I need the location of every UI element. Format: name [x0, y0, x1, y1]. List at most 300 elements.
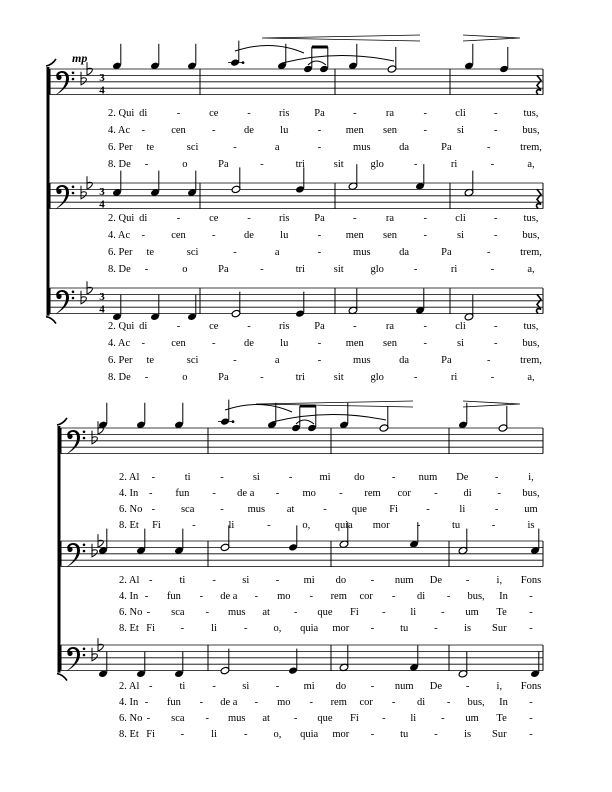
- lyric-hyphen: -: [317, 247, 322, 258]
- lyric-hyphen: -: [494, 108, 498, 119]
- lyric-syllable: cor: [397, 488, 411, 499]
- bass-clef-dot: [83, 654, 86, 657]
- time-signature-numerator: 3: [99, 290, 105, 303]
- lyric-hyphen: -: [353, 213, 357, 224]
- lyric-syllable: Pa: [314, 108, 325, 119]
- bass-clef-dot: [72, 186, 75, 189]
- bracket-hook: [57, 418, 67, 425]
- lyric-syllable: tri: [295, 264, 305, 275]
- lyric-hyphen: -: [146, 713, 151, 724]
- lyric-hyphen: -: [151, 472, 156, 483]
- lyric-hyphen: -: [148, 488, 153, 499]
- lyric-hyphen: -: [423, 108, 427, 119]
- lyric-hyphen: -: [144, 697, 149, 708]
- lyric-hyphen: -: [529, 713, 533, 724]
- bass-clef-dot: [67, 434, 72, 439]
- lyric-syllable: bus,: [522, 488, 540, 499]
- lyric-syllable: lu: [280, 338, 289, 349]
- lyric-syllable: do: [335, 575, 347, 586]
- lyric-hyphen: -: [247, 108, 251, 119]
- bass-clef-dot: [67, 547, 72, 552]
- slur: [282, 55, 394, 63]
- lyric-syllable: 6. Per: [108, 247, 133, 258]
- lyric-hyphen: -: [148, 681, 153, 692]
- staff-upper: [50, 41, 543, 170]
- augmentation-dot: [242, 61, 245, 64]
- lyric-hyphen: -: [260, 264, 264, 275]
- lyric-line-verse-2: [108, 321, 538, 332]
- staff-middle: [50, 164, 543, 275]
- lyric-syllable: num: [394, 575, 414, 586]
- lyric-hyphen: -: [180, 623, 185, 634]
- decrescendo-hairpin: [463, 401, 520, 407]
- flat-sign: [92, 431, 97, 444]
- lyric-hyphen: -: [247, 213, 251, 224]
- bass-clef-dot: [83, 431, 86, 434]
- lyric-syllable: li: [211, 623, 217, 634]
- lyric-hyphen: -: [494, 338, 498, 349]
- lyric-hyphen: -: [490, 372, 495, 383]
- lyric-syllable: de: [244, 338, 254, 349]
- lyric-syllable: si: [456, 338, 465, 349]
- lyric-hyphen: -: [254, 697, 259, 708]
- lyric-hyphen: -: [440, 713, 445, 724]
- lyric-syllable: In: [499, 697, 508, 708]
- lyric-hyphen: -: [220, 472, 224, 483]
- lyric-syllable: glo: [370, 159, 384, 170]
- lyric-syllable: at: [286, 504, 295, 515]
- lyric-syllable: rem: [330, 697, 347, 708]
- lyric-hyphen: -: [141, 338, 145, 349]
- lyric-hyphen: -: [317, 142, 322, 153]
- flat-sign: [98, 638, 103, 651]
- lyric-hyphen: -: [212, 575, 216, 586]
- lyric-syllable: num: [394, 681, 414, 692]
- lyric-syllable: a,: [527, 372, 535, 383]
- lyric-line-verse-2: [108, 213, 538, 224]
- flat-sign: [87, 62, 92, 75]
- lyric-syllable: 2. Qui: [108, 213, 135, 224]
- lyric-hyphen: -: [440, 607, 445, 618]
- crescendo-hairpin: [262, 35, 420, 41]
- lyric-syllable: 4. Ac: [108, 125, 131, 136]
- slur: [296, 420, 314, 424]
- lyric-syllable: da: [399, 247, 410, 258]
- lyric-syllable: mor: [332, 729, 350, 740]
- flat-sign: [92, 544, 97, 557]
- lyric-hyphen: -: [529, 623, 533, 634]
- lyric-hyphen: -: [382, 713, 386, 724]
- lyric-hyphen: -: [260, 372, 264, 383]
- lyric-syllable: a: [274, 247, 280, 258]
- lyric-hyphen: -: [413, 372, 418, 383]
- bracket-hook: [57, 674, 67, 681]
- lyric-line-verse-4: [108, 230, 540, 241]
- lyric-line-verse-2: [119, 575, 541, 586]
- lyric-syllable: um: [465, 607, 479, 618]
- lyric-syllable: de a: [220, 591, 238, 602]
- dynamic-marking: mp: [72, 51, 88, 65]
- lyric-hyphen: -: [446, 697, 451, 708]
- lyric-syllable: 2. Al: [119, 472, 140, 483]
- lyric-syllable: 8. De: [108, 372, 131, 383]
- lyric-hyphen: -: [529, 729, 533, 740]
- lyric-hyphen: -: [494, 125, 498, 136]
- lyric-hyphen: -: [192, 520, 196, 531]
- lyric-hyphen: -: [490, 159, 495, 170]
- lyric-line-verse-2: [108, 108, 538, 119]
- lyric-syllable: mo: [277, 591, 291, 602]
- lyric-syllable: di: [139, 321, 148, 332]
- bracket-hook: [46, 317, 56, 324]
- lyric-syllable: sci: [186, 355, 199, 366]
- lyric-syllable: tus,: [523, 213, 539, 224]
- bass-clef-dot: [56, 294, 61, 299]
- lyric-syllable: lu: [280, 125, 289, 136]
- lyric-hyphen: -: [494, 230, 498, 241]
- lyric-syllable: o: [182, 264, 188, 275]
- lyric-hyphen: -: [416, 520, 421, 531]
- lyric-line-verse-8: [119, 623, 533, 634]
- lyric-syllable: do: [354, 472, 365, 483]
- lyric-hyphen: -: [212, 125, 216, 136]
- bass-clef-dot: [67, 651, 72, 656]
- lyric-hyphen: -: [212, 488, 216, 499]
- lyric-syllable: 2. Al: [119, 575, 140, 586]
- lyric-line-verse-8: [119, 520, 535, 531]
- bass-clef-dot: [72, 297, 75, 300]
- lyric-syllable: o,: [273, 729, 282, 740]
- lyric-hyphen: -: [494, 213, 498, 224]
- lyric-syllable: 6. Per: [108, 142, 133, 153]
- lyric-hyphen: -: [144, 372, 149, 383]
- lyric-syllable: que: [351, 504, 367, 515]
- lyric-syllable: bus,: [467, 697, 485, 708]
- lyric-hyphen: -: [146, 607, 151, 618]
- lyric-syllable: is: [527, 520, 535, 531]
- lyric-syllable: bus,: [522, 230, 540, 241]
- lyric-syllable: quia: [300, 729, 319, 740]
- lyric-syllable: trem,: [520, 142, 542, 153]
- lyric-syllable: ris: [279, 321, 290, 332]
- lyric-hyphen: -: [434, 623, 438, 634]
- lyric-syllable: i,: [496, 575, 503, 586]
- lyric-syllable: mi: [303, 681, 315, 692]
- bass-clef-dot: [72, 72, 75, 75]
- lyric-syllable: 8. Et: [119, 623, 139, 634]
- lyric-syllable: te: [146, 247, 155, 258]
- lyric-syllable: si: [242, 575, 250, 586]
- lyric-syllable: at: [262, 607, 270, 618]
- lyric-syllable: ri: [450, 264, 458, 275]
- lyric-syllable: ce: [209, 321, 219, 332]
- lyric-syllable: Pa: [218, 159, 229, 170]
- slur: [225, 404, 292, 412]
- lyric-hyphen: -: [309, 697, 314, 708]
- lyric-hyphen: -: [205, 607, 210, 618]
- lyric-syllable: a: [274, 142, 280, 153]
- lyric-syllable: que: [317, 713, 333, 724]
- lyric-hyphen: -: [465, 575, 470, 586]
- staff-middle: [61, 522, 543, 634]
- lyric-hyphen: -: [434, 729, 438, 740]
- lyric-syllable: i,: [496, 681, 503, 692]
- lyric-hyphen: -: [353, 108, 357, 119]
- lyric-hyphen: -: [339, 488, 343, 499]
- lyric-hyphen: -: [233, 142, 237, 153]
- lyric-line-verse-6: [119, 607, 533, 618]
- flat-sign: [81, 291, 86, 304]
- lyric-syllable: tu: [400, 623, 409, 634]
- lyric-syllable: 6. No: [119, 607, 143, 618]
- lyric-line-verse-4: [119, 697, 533, 708]
- lyric-syllable: is: [464, 729, 472, 740]
- lyric-syllable: 8. De: [108, 159, 131, 170]
- lyric-line-verse-6: [119, 713, 533, 724]
- lyric-syllable: Fi: [350, 607, 359, 618]
- time-signature-numerator: 3: [99, 185, 105, 198]
- slur: [235, 45, 304, 53]
- lyric-syllable: tus,: [523, 108, 539, 119]
- lyric-hyphen: -: [434, 488, 438, 499]
- quarter-rest: [537, 189, 541, 208]
- augmentation-dot: [232, 420, 235, 423]
- lyric-syllable: o: [182, 159, 188, 170]
- lyric-hyphen: -: [486, 355, 491, 366]
- lyric-hyphen: -: [465, 681, 470, 692]
- lyric-hyphen: -: [180, 729, 185, 740]
- lyric-syllable: um: [465, 713, 479, 724]
- lyric-syllable: De: [429, 575, 443, 586]
- lyric-syllable: mus: [353, 247, 371, 258]
- lyric-syllable: mi: [303, 575, 315, 586]
- lyric-hyphen: -: [275, 575, 280, 586]
- time-signature-denominator: 4: [99, 303, 105, 316]
- lyric-syllable: cen: [171, 125, 186, 136]
- lyric-syllable: fun: [175, 488, 190, 499]
- lyric-hyphen: -: [317, 230, 322, 241]
- lyric-syllable: men: [345, 230, 364, 241]
- lyric-syllable: 4. In: [119, 697, 139, 708]
- lyric-hyphen: -: [426, 504, 430, 515]
- lyric-hyphen: -: [323, 504, 327, 515]
- lyric-hyphen: -: [212, 681, 216, 692]
- lyric-syllable: 2. Qui: [108, 321, 135, 332]
- lyric-line-verse-6: [108, 355, 542, 366]
- lyric-line-verse-2: [119, 681, 541, 692]
- bass-clef-dot: [56, 75, 61, 80]
- lyric-syllable: a,: [527, 159, 535, 170]
- lyric-hyphen: -: [494, 321, 498, 332]
- lyric-syllable: tri: [295, 372, 305, 383]
- lyric-syllable: ris: [279, 213, 290, 224]
- lyric-hyphen: -: [199, 697, 204, 708]
- lyric-line-verse-8: [108, 159, 535, 170]
- lyric-syllable: bus,: [467, 591, 485, 602]
- lyric-syllable: di: [139, 213, 148, 224]
- lyric-hyphen: -: [494, 504, 499, 515]
- slur: [272, 414, 386, 422]
- lyric-syllable: cor: [359, 591, 373, 602]
- lyric-hyphen: -: [199, 591, 204, 602]
- lyric-syllable: Fons: [520, 575, 542, 586]
- bass-clef-dot: [83, 544, 86, 547]
- flat-sign: [87, 176, 92, 189]
- lyric-hyphen: -: [176, 321, 181, 332]
- flat-sign: [92, 648, 97, 661]
- lyric-hyphen: -: [391, 472, 396, 483]
- lyric-hyphen: -: [486, 247, 491, 258]
- lyric-syllable: ti: [179, 681, 186, 692]
- lyric-hyphen: -: [486, 142, 491, 153]
- lyric-syllable: ris: [279, 108, 290, 119]
- lyric-hyphen: -: [529, 607, 533, 618]
- lyric-hyphen: -: [370, 623, 375, 634]
- lyric-syllable: quia: [300, 623, 319, 634]
- lyric-syllable: ri: [450, 159, 458, 170]
- lyric-syllable: si: [456, 230, 465, 241]
- lyric-line-verse-4: [119, 488, 540, 499]
- lyric-hyphen: -: [144, 159, 149, 170]
- lyric-syllable: is: [464, 623, 472, 634]
- lyric-syllable: o,: [273, 623, 282, 634]
- lyric-hyphen: -: [494, 472, 499, 483]
- lyric-syllable: cli: [455, 108, 466, 119]
- lyric-hyphen: -: [382, 607, 386, 618]
- bass-clef: [66, 543, 80, 567]
- lyric-syllable: Fi: [389, 504, 399, 515]
- lyric-hyphen: -: [317, 338, 322, 349]
- lyric-syllable: num: [418, 472, 438, 483]
- lyric-syllable: que: [317, 607, 333, 618]
- lyric-syllable: men: [345, 125, 364, 136]
- lyric-hyphen: -: [151, 504, 156, 515]
- lyric-syllable: tu: [452, 520, 461, 531]
- lyric-syllable: 8. Et: [119, 520, 139, 531]
- lyric-syllable: 4. In: [119, 488, 139, 499]
- lyric-hyphen: -: [212, 230, 216, 241]
- lyric-syllable: ra: [385, 213, 395, 224]
- lyric-hyphen: -: [391, 697, 396, 708]
- lyric-syllable: men: [345, 338, 364, 349]
- lyric-line-verse-8: [108, 372, 535, 383]
- lyric-syllable: sen: [383, 125, 397, 136]
- lyric-hyphen: -: [212, 338, 216, 349]
- lyric-hyphen: -: [423, 321, 427, 332]
- lyric-hyphen: -: [293, 607, 298, 618]
- lyric-syllable: sca: [171, 607, 185, 618]
- lyric-hyphen: -: [205, 713, 210, 724]
- flat-sign: [87, 281, 92, 294]
- lyric-hyphen: -: [423, 125, 427, 136]
- lyric-syllable: si: [456, 125, 465, 136]
- lyric-syllable: sit: [333, 264, 344, 275]
- crescendo-hairpin: [256, 401, 413, 407]
- lyric-hyphen: -: [529, 697, 533, 708]
- time-signature-numerator: 3: [99, 71, 105, 84]
- lyric-syllable: di: [139, 108, 148, 119]
- lyric-syllable: de: [244, 125, 254, 136]
- lyric-line-verse-2: [119, 472, 534, 483]
- lyric-hyphen: -: [423, 338, 427, 349]
- lyric-syllable: lu: [280, 230, 289, 241]
- lyric-syllable: sit: [333, 159, 344, 170]
- staff-lower: [61, 638, 543, 740]
- bass-clef-dot: [83, 550, 86, 553]
- lyric-syllable: cen: [171, 338, 186, 349]
- lyric-syllable: Fi: [350, 713, 359, 724]
- lyric-syllable: sca: [180, 504, 195, 515]
- lyric-hyphen: -: [370, 681, 375, 692]
- lyric-syllable: trem,: [520, 247, 542, 258]
- lyric-hyphen: -: [275, 488, 280, 499]
- lyric-syllable: da: [399, 355, 410, 366]
- lyric-hyphen: -: [144, 264, 149, 275]
- lyric-syllable: bus,: [522, 125, 540, 136]
- lyric-syllable: Fi: [146, 623, 156, 634]
- lyric-hyphen: -: [144, 591, 149, 602]
- lyric-syllable: In: [499, 591, 508, 602]
- lyric-syllable: glo: [370, 372, 384, 383]
- lyric-syllable: 4. Ac: [108, 338, 131, 349]
- lyric-syllable: i,: [528, 472, 534, 483]
- lyric-syllable: Sur: [492, 623, 507, 634]
- lyric-hyphen: -: [233, 247, 237, 258]
- lyric-syllable: de a: [220, 697, 238, 708]
- lyric-syllable: Te: [496, 607, 507, 618]
- lyric-syllable: quia: [334, 520, 353, 531]
- lyric-line-verse-6: [108, 247, 542, 258]
- lyric-hyphen: -: [176, 213, 181, 224]
- lyric-syllable: Fi: [146, 729, 156, 740]
- lyric-syllable: ce: [209, 213, 219, 224]
- lyric-hyphen: -: [353, 321, 357, 332]
- lyric-syllable: 8. De: [108, 264, 131, 275]
- lyric-line-verse-8: [108, 264, 535, 275]
- lyric-syllable: ti: [179, 575, 186, 586]
- lyric-syllable: mo: [302, 488, 316, 499]
- lyric-syllable: at: [262, 713, 270, 724]
- lyric-syllable: o: [182, 372, 188, 383]
- lyric-syllable: 4. Ac: [108, 230, 131, 241]
- quarter-rest: [537, 75, 541, 94]
- lyric-syllable: de: [244, 230, 254, 241]
- lyric-hyphen: -: [529, 591, 533, 602]
- lyric-hyphen: -: [244, 623, 248, 634]
- lyric-hyphen: -: [491, 520, 496, 531]
- lyric-hyphen: -: [247, 321, 251, 332]
- decrescendo-hairpin: [463, 35, 520, 41]
- flat-sign: [81, 72, 86, 85]
- bass-clef-dot: [72, 78, 75, 81]
- lyric-hyphen: -: [254, 591, 259, 602]
- lyric-syllable: fun: [166, 591, 181, 602]
- lyric-syllable: cen: [171, 230, 186, 241]
- lyric-hyphen: -: [148, 575, 153, 586]
- lyric-hyphen: -: [423, 230, 427, 241]
- lyric-syllable: glo: [370, 264, 384, 275]
- slur: [308, 61, 326, 65]
- lyric-hyphen: -: [267, 520, 271, 531]
- lyric-syllable: sca: [171, 713, 185, 724]
- lyric-hyphen: -: [260, 159, 264, 170]
- lyric-syllable: do: [335, 681, 347, 692]
- lyric-line-verse-4: [119, 591, 533, 602]
- lyric-syllable: fun: [166, 697, 181, 708]
- lyric-syllable: rem: [364, 488, 381, 499]
- bass-clef: [55, 71, 69, 95]
- lyric-syllable: di: [417, 591, 426, 602]
